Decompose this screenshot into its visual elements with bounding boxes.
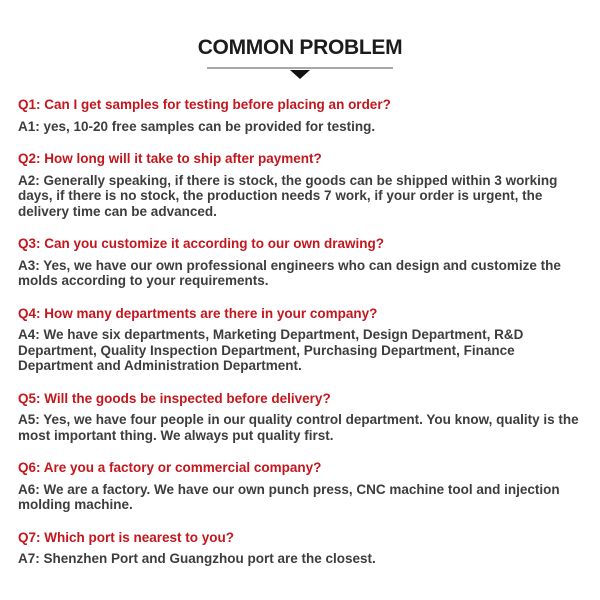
faq-item <box>18 306 582 374</box>
page-title: COMMON PROBLEM <box>197 36 403 59</box>
faq-item <box>18 530 582 567</box>
triangle-down-icon <box>290 70 310 79</box>
faq-question: Q2: How long will it take to ship after payment? <box>18 151 322 167</box>
faq-answer: A1: yes, 10-20 free samples can be provided for testing. <box>18 118 376 134</box>
faq-item <box>18 460 582 513</box>
faq-item <box>18 391 582 444</box>
page-header <box>18 0 582 81</box>
faq-question: Q7: Which port is nearest to you? <box>18 529 235 545</box>
faq-item <box>18 236 582 289</box>
faq-answer: A2: Generally speaking, if there is stock, the goods can be shipped within 3 working days, if there is no stock, the production needs 7 work, if your order is urgent, the delivery time can be advanced. <box>18 172 558 219</box>
divider-line <box>207 67 393 69</box>
title-divider <box>207 67 393 81</box>
faq-question: Q6: Are you a factory or commercial company? <box>18 460 322 476</box>
faq-question: Q1: Can I get samples for testing before placing an order? <box>18 97 391 113</box>
faq-question: Q4: How many departments are there in your company? <box>18 305 378 321</box>
faq-list <box>18 97 582 567</box>
faq-answer: A7: Shenzhen Port and Guangzhou port are the closest. <box>18 551 376 567</box>
faq-answer: A3: Yes, we have our own professional engineers who can design and customize the molds according to your requirements. <box>18 257 561 289</box>
faq-question: Q5: Will the goods be inspected before delivery? <box>18 390 331 406</box>
faq-question: Q3: Can you customize it according to our own drawing? <box>18 236 385 252</box>
faq-answer: A4: We have six departments, Marketing Department, Design Department, R&D Department, Quality Inspection Department, Purchasing Department, Finance Department and Administration Department. <box>18 327 524 374</box>
faq-item <box>18 97 582 134</box>
faq-answer: A6: We are a factory. We have our own punch press, CNC machine tool and injection molding machine. <box>18 481 560 513</box>
faq-answer: A5: Yes, we have four people in our quality control department. You know, quality is the most important thing. We always put quality first. <box>18 412 579 443</box>
faq-item <box>18 151 582 219</box>
